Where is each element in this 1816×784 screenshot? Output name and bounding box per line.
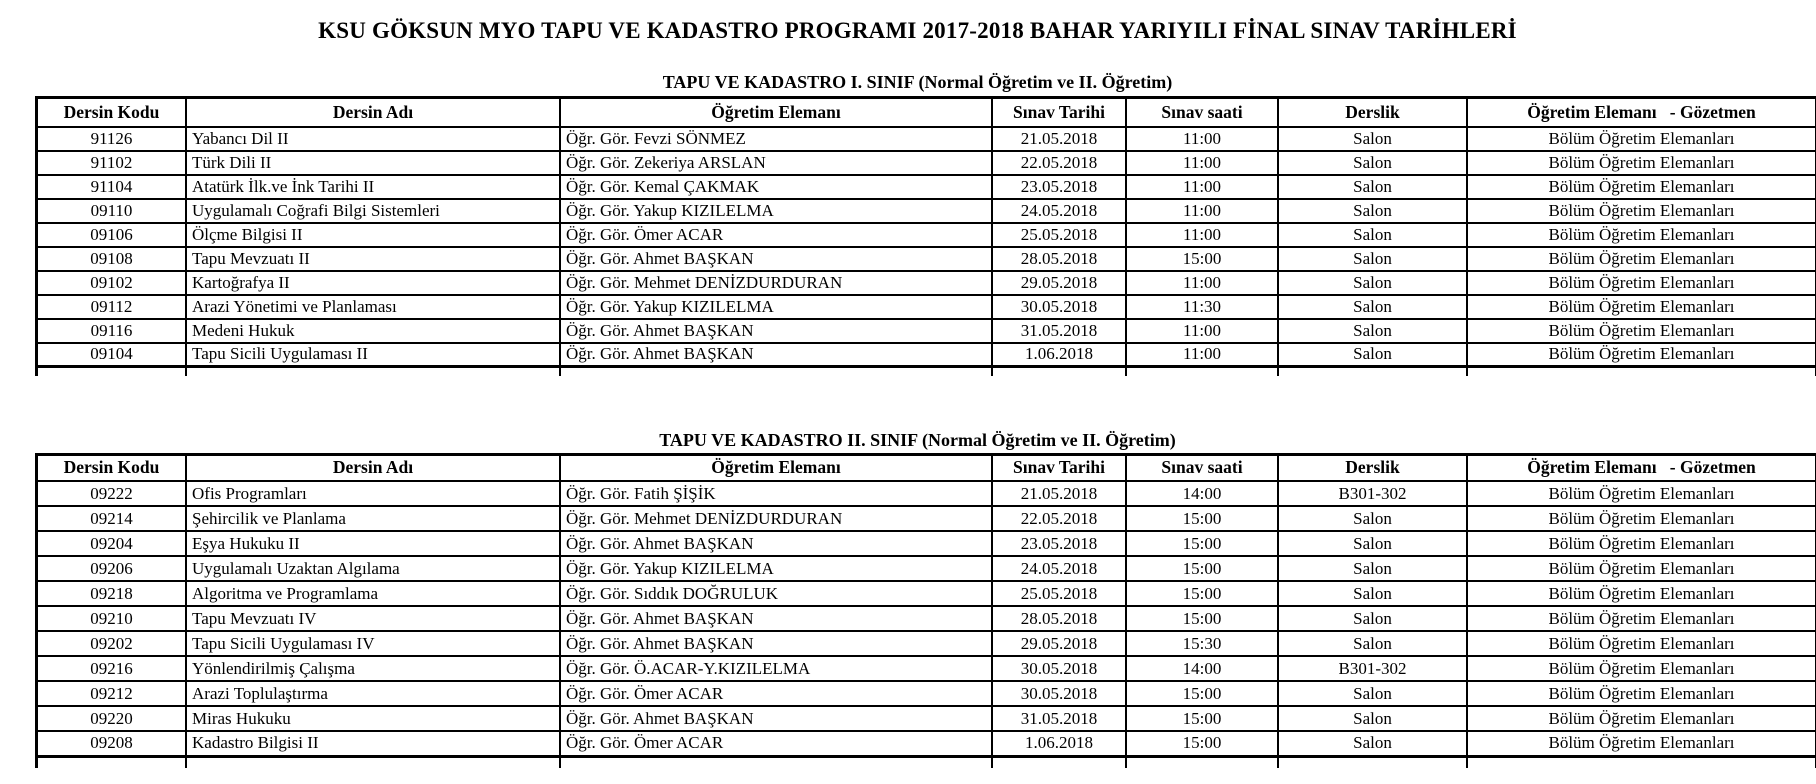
exam-date: 25.05.2018 (992, 223, 1126, 247)
exam-row (37, 731, 1816, 756)
course-name: Arazi Toplulaştırma (186, 681, 560, 706)
column-header: Sınav saati (1126, 98, 1278, 127)
empty-cell (560, 367, 992, 376)
room: Salon (1278, 681, 1467, 706)
proctor: Bölüm Öğretim Elemanları (1467, 343, 1816, 367)
exam-row (37, 343, 1816, 367)
empty-cell (1278, 756, 1467, 768)
room: Salon (1278, 731, 1467, 756)
course-code: 09212 (37, 681, 187, 706)
exam-row (37, 506, 1816, 531)
room: Salon (1278, 199, 1467, 223)
exam-row (37, 271, 1816, 295)
exam-row (37, 481, 1816, 506)
instructor: Öğr. Gör. Yakup KIZILELMA (560, 556, 992, 581)
exam-time: 15:00 (1126, 531, 1278, 556)
exam-table-class2-body (37, 481, 1816, 756)
course-name: Yabancı Dil II (186, 127, 560, 151)
course-code: 09102 (37, 271, 187, 295)
column-header: Sınav saati (1126, 454, 1278, 481)
column-header: Sınav Tarihi (992, 454, 1126, 481)
instructor: Öğr. Gör. Mehmet DENİZDURDURAN (560, 271, 992, 295)
proctor: Bölüm Öğretim Elemanları (1467, 706, 1816, 731)
course-name: Tapu Sicili Uygulaması II (186, 343, 560, 367)
exam-time: 15:00 (1126, 681, 1278, 706)
room: Salon (1278, 271, 1467, 295)
room: Salon (1278, 295, 1467, 319)
exam-time: 11:00 (1126, 271, 1278, 295)
exam-time: 15:30 (1126, 631, 1278, 656)
empty-cell (186, 756, 560, 768)
exam-row (37, 681, 1816, 706)
exam-row (37, 151, 1816, 175)
exam-row (37, 706, 1816, 731)
exam-date: 1.06.2018 (992, 731, 1126, 756)
course-code: 09220 (37, 706, 187, 731)
room: Salon (1278, 247, 1467, 271)
proctor: Bölüm Öğretim Elemanları (1467, 247, 1816, 271)
exam-row (37, 175, 1816, 199)
proctor: Bölüm Öğretim Elemanları (1467, 531, 1816, 556)
column-header: Dersin Kodu (37, 98, 187, 127)
room: Salon (1278, 531, 1467, 556)
instructor: Öğr. Gör. Ömer ACAR (560, 681, 992, 706)
instructor: Öğr. Gör. Ahmet BAŞKAN (560, 319, 992, 343)
exam-date: 22.05.2018 (992, 151, 1126, 175)
column-header: Öğretim Elemanı (560, 454, 992, 481)
column-header: Öğretim Elemanı - Gözetmen (1467, 454, 1816, 481)
exam-date: 1.06.2018 (992, 343, 1126, 367)
exam-date: 23.05.2018 (992, 175, 1126, 199)
course-name: Kartoğrafya II (186, 271, 560, 295)
course-code: 09110 (37, 199, 187, 223)
course-code: 09104 (37, 343, 187, 367)
course-code: 09222 (37, 481, 187, 506)
course-code: 09202 (37, 631, 187, 656)
proctor: Bölüm Öğretim Elemanları (1467, 506, 1816, 531)
exam-date: 25.05.2018 (992, 581, 1126, 606)
exam-row (37, 606, 1816, 631)
empty-stub-row (37, 367, 1816, 376)
instructor: Öğr. Gör. Ömer ACAR (560, 223, 992, 247)
exam-row (37, 631, 1816, 656)
room: Salon (1278, 506, 1467, 531)
proctor: Bölüm Öğretim Elemanları (1467, 319, 1816, 343)
column-header: Öğretim Elemanı - Gözetmen (1467, 98, 1816, 127)
column-header: Dersin Adı (186, 98, 560, 127)
course-name: Şehircilik ve Planlama (186, 506, 560, 531)
course-name: Uygulamalı Coğrafi Bilgi Sistemleri (186, 199, 560, 223)
proctor: Bölüm Öğretim Elemanları (1467, 731, 1816, 756)
room: Salon (1278, 175, 1467, 199)
instructor: Öğr. Gör. Yakup KIZILELMA (560, 199, 992, 223)
course-name: Miras Hukuku (186, 706, 560, 731)
exam-time: 11:30 (1126, 295, 1278, 319)
exam-schedule-document (35, 0, 1800, 768)
exam-time: 15:00 (1126, 731, 1278, 756)
instructor: Öğr. Gör. Mehmet DENİZDURDURAN (560, 506, 992, 531)
instructor: Öğr. Gör. Ahmet BAŞKAN (560, 631, 992, 656)
course-name: Uygulamalı Uzaktan Algılama (186, 556, 560, 581)
exam-row (37, 581, 1816, 606)
room: Salon (1278, 223, 1467, 247)
course-name: Tapu Mevzuatı IV (186, 606, 560, 631)
course-name: Ölçme Bilgisi II (186, 223, 560, 247)
course-code: 09116 (37, 319, 187, 343)
exam-table-class2 (35, 453, 1816, 769)
exam-row (37, 223, 1816, 247)
exam-table-class1-head (37, 98, 1816, 127)
column-header: Öğretim Elemanı (560, 98, 992, 127)
course-code: 09216 (37, 656, 187, 681)
instructor: Öğr. Gör. Fatih ŞİŞİK (560, 481, 992, 506)
proctor: Bölüm Öğretim Elemanları (1467, 199, 1816, 223)
course-code: 91104 (37, 175, 187, 199)
column-header: Derslik (1278, 98, 1467, 127)
exam-date: 21.05.2018 (992, 481, 1126, 506)
empty-cell (1126, 756, 1278, 768)
exam-time: 15:00 (1126, 581, 1278, 606)
exam-time: 15:00 (1126, 706, 1278, 731)
instructor: Öğr. Gör. Yakup KIZILELMA (560, 295, 992, 319)
exam-time: 11:00 (1126, 319, 1278, 343)
course-code: 09206 (37, 556, 187, 581)
course-name: Yönlendirilmiş Çalışma (186, 656, 560, 681)
empty-cell (37, 756, 187, 768)
exam-time: 11:00 (1126, 343, 1278, 367)
proctor: Bölüm Öğretim Elemanları (1467, 556, 1816, 581)
exam-time: 14:00 (1126, 656, 1278, 681)
proctor: Bölüm Öğretim Elemanları (1467, 175, 1816, 199)
room: Salon (1278, 631, 1467, 656)
proctor: Bölüm Öğretim Elemanları (1467, 151, 1816, 175)
instructor: Öğr. Gör. Ömer ACAR (560, 731, 992, 756)
course-name: Arazi Yönetimi ve Planlaması (186, 295, 560, 319)
exam-time: 11:00 (1126, 127, 1278, 151)
proctor: Bölüm Öğretim Elemanları (1467, 581, 1816, 606)
empty-cell (1126, 367, 1278, 376)
empty-cell (37, 367, 187, 376)
exam-time: 15:00 (1126, 247, 1278, 271)
exam-table-class2-head (37, 454, 1816, 481)
exam-table-class2-stub (37, 756, 1816, 768)
room: Salon (1278, 343, 1467, 367)
course-code: 09108 (37, 247, 187, 271)
room: Salon (1278, 706, 1467, 731)
proctor: Bölüm Öğretim Elemanları (1467, 127, 1816, 151)
exam-date: 23.05.2018 (992, 531, 1126, 556)
empty-cell (186, 367, 560, 376)
empty-cell (1467, 367, 1816, 376)
empty-cell (560, 756, 992, 768)
proctor: Bölüm Öğretim Elemanları (1467, 606, 1816, 631)
course-name: Medeni Hukuk (186, 319, 560, 343)
exam-row (37, 247, 1816, 271)
course-name: Tapu Sicili Uygulaması IV (186, 631, 560, 656)
empty-stub-row (37, 756, 1816, 768)
proctor: Bölüm Öğretim Elemanları (1467, 656, 1816, 681)
instructor: Öğr. Gör. Zekeriya ARSLAN (560, 151, 992, 175)
exam-date: 22.05.2018 (992, 506, 1126, 531)
exam-date: 29.05.2018 (992, 631, 1126, 656)
course-name: Ofis Programları (186, 481, 560, 506)
proctor: Bölüm Öğretim Elemanları (1467, 681, 1816, 706)
room: Salon (1278, 151, 1467, 175)
column-header: Sınav Tarihi (992, 98, 1126, 127)
exam-time: 11:00 (1126, 223, 1278, 247)
exam-date: 21.05.2018 (992, 127, 1126, 151)
exam-time: 15:00 (1126, 606, 1278, 631)
instructor: Öğr. Gör. Kemal ÇAKMAK (560, 175, 992, 199)
room: B301-302 (1278, 656, 1467, 681)
exam-row (37, 556, 1816, 581)
instructor: Öğr. Gör. Ahmet BAŞKAN (560, 343, 992, 367)
course-code: 09204 (37, 531, 187, 556)
room: B301-302 (1278, 481, 1467, 506)
exam-date: 24.05.2018 (992, 556, 1126, 581)
room: Salon (1278, 556, 1467, 581)
exam-time: 11:00 (1126, 175, 1278, 199)
course-code: 09112 (37, 295, 187, 319)
course-name: Atatürk İlk.ve İnk Tarihi II (186, 175, 560, 199)
exam-table-class1 (35, 96, 1816, 376)
header-row (37, 454, 1816, 481)
empty-cell (992, 367, 1126, 376)
proctor: Bölüm Öğretim Elemanları (1467, 631, 1816, 656)
document-title: KSU GÖKSUN MYO TAPU VE KADASTRO PROGRAMI 2017-2018 BAHAR YARIYILI FİNAL SINAV TARİHLERİ (318, 18, 1517, 43)
proctor: Bölüm Öğretim Elemanları (1467, 271, 1816, 295)
empty-cell (1467, 756, 1816, 768)
exam-row (37, 295, 1816, 319)
header-row (37, 98, 1816, 127)
course-code: 09106 (37, 223, 187, 247)
exam-row (37, 319, 1816, 343)
course-name: Algoritma ve Programlama (186, 581, 560, 606)
room: Salon (1278, 581, 1467, 606)
exam-row (37, 531, 1816, 556)
course-code: 09208 (37, 731, 187, 756)
exam-date: 31.05.2018 (992, 319, 1126, 343)
exam-date: 30.05.2018 (992, 295, 1126, 319)
room: Salon (1278, 127, 1467, 151)
course-code: 91126 (37, 127, 187, 151)
exam-row (37, 127, 1816, 151)
empty-cell (992, 756, 1126, 768)
exam-date: 29.05.2018 (992, 271, 1126, 295)
class2-table-caption: TAPU VE KADASTRO II. SINIF (Normal Öğretim ve II. Öğretim) (659, 429, 1176, 450)
instructor: Öğr. Gör. Ahmet BAŞKAN (560, 531, 992, 556)
exam-table-class1-body (37, 127, 1816, 367)
exam-date: 24.05.2018 (992, 199, 1126, 223)
exam-row (37, 656, 1816, 681)
exam-date: 30.05.2018 (992, 656, 1126, 681)
course-name: Tapu Mevzuatı II (186, 247, 560, 271)
instructor: Öğr. Gör. Fevzi SÖNMEZ (560, 127, 992, 151)
exam-time: 11:00 (1126, 151, 1278, 175)
course-name: Kadastro Bilgisi II (186, 731, 560, 756)
instructor: Öğr. Gör. Ahmet BAŞKAN (560, 706, 992, 731)
exam-date: 28.05.2018 (992, 606, 1126, 631)
exam-date: 30.05.2018 (992, 681, 1126, 706)
exam-date: 31.05.2018 (992, 706, 1126, 731)
exam-time: 14:00 (1126, 481, 1278, 506)
exam-time: 11:00 (1126, 199, 1278, 223)
class1-table-caption: TAPU VE KADASTRO I. SINIF (Normal Öğretim ve II. Öğretim) (662, 72, 1173, 92)
empty-cell (1278, 367, 1467, 376)
course-name: Eşya Hukuku II (186, 531, 560, 556)
column-header: Dersin Kodu (37, 454, 187, 481)
instructor: Öğr. Gör. Ahmet BAŞKAN (560, 247, 992, 271)
proctor: Bölüm Öğretim Elemanları (1467, 481, 1816, 506)
exam-table-class1-stub (37, 367, 1816, 376)
course-code: 09210 (37, 606, 187, 631)
proctor: Bölüm Öğretim Elemanları (1467, 295, 1816, 319)
instructor: Öğr. Gör. Sıddık DOĞRULUK (560, 581, 992, 606)
course-code: 09214 (37, 506, 187, 531)
exam-time: 15:00 (1126, 506, 1278, 531)
column-header: Dersin Adı (186, 454, 560, 481)
course-name: Türk Dili II (186, 151, 560, 175)
instructor: Öğr. Gör. Ö.ACAR-Y.KIZILELMA (560, 656, 992, 681)
room: Salon (1278, 319, 1467, 343)
exam-date: 28.05.2018 (992, 247, 1126, 271)
course-code: 91102 (37, 151, 187, 175)
room: Salon (1278, 606, 1467, 631)
proctor: Bölüm Öğretim Elemanları (1467, 223, 1816, 247)
exam-row (37, 199, 1816, 223)
exam-time: 15:00 (1126, 556, 1278, 581)
column-header: Derslik (1278, 454, 1467, 481)
course-code: 09218 (37, 581, 187, 606)
instructor: Öğr. Gör. Ahmet BAŞKAN (560, 606, 992, 631)
